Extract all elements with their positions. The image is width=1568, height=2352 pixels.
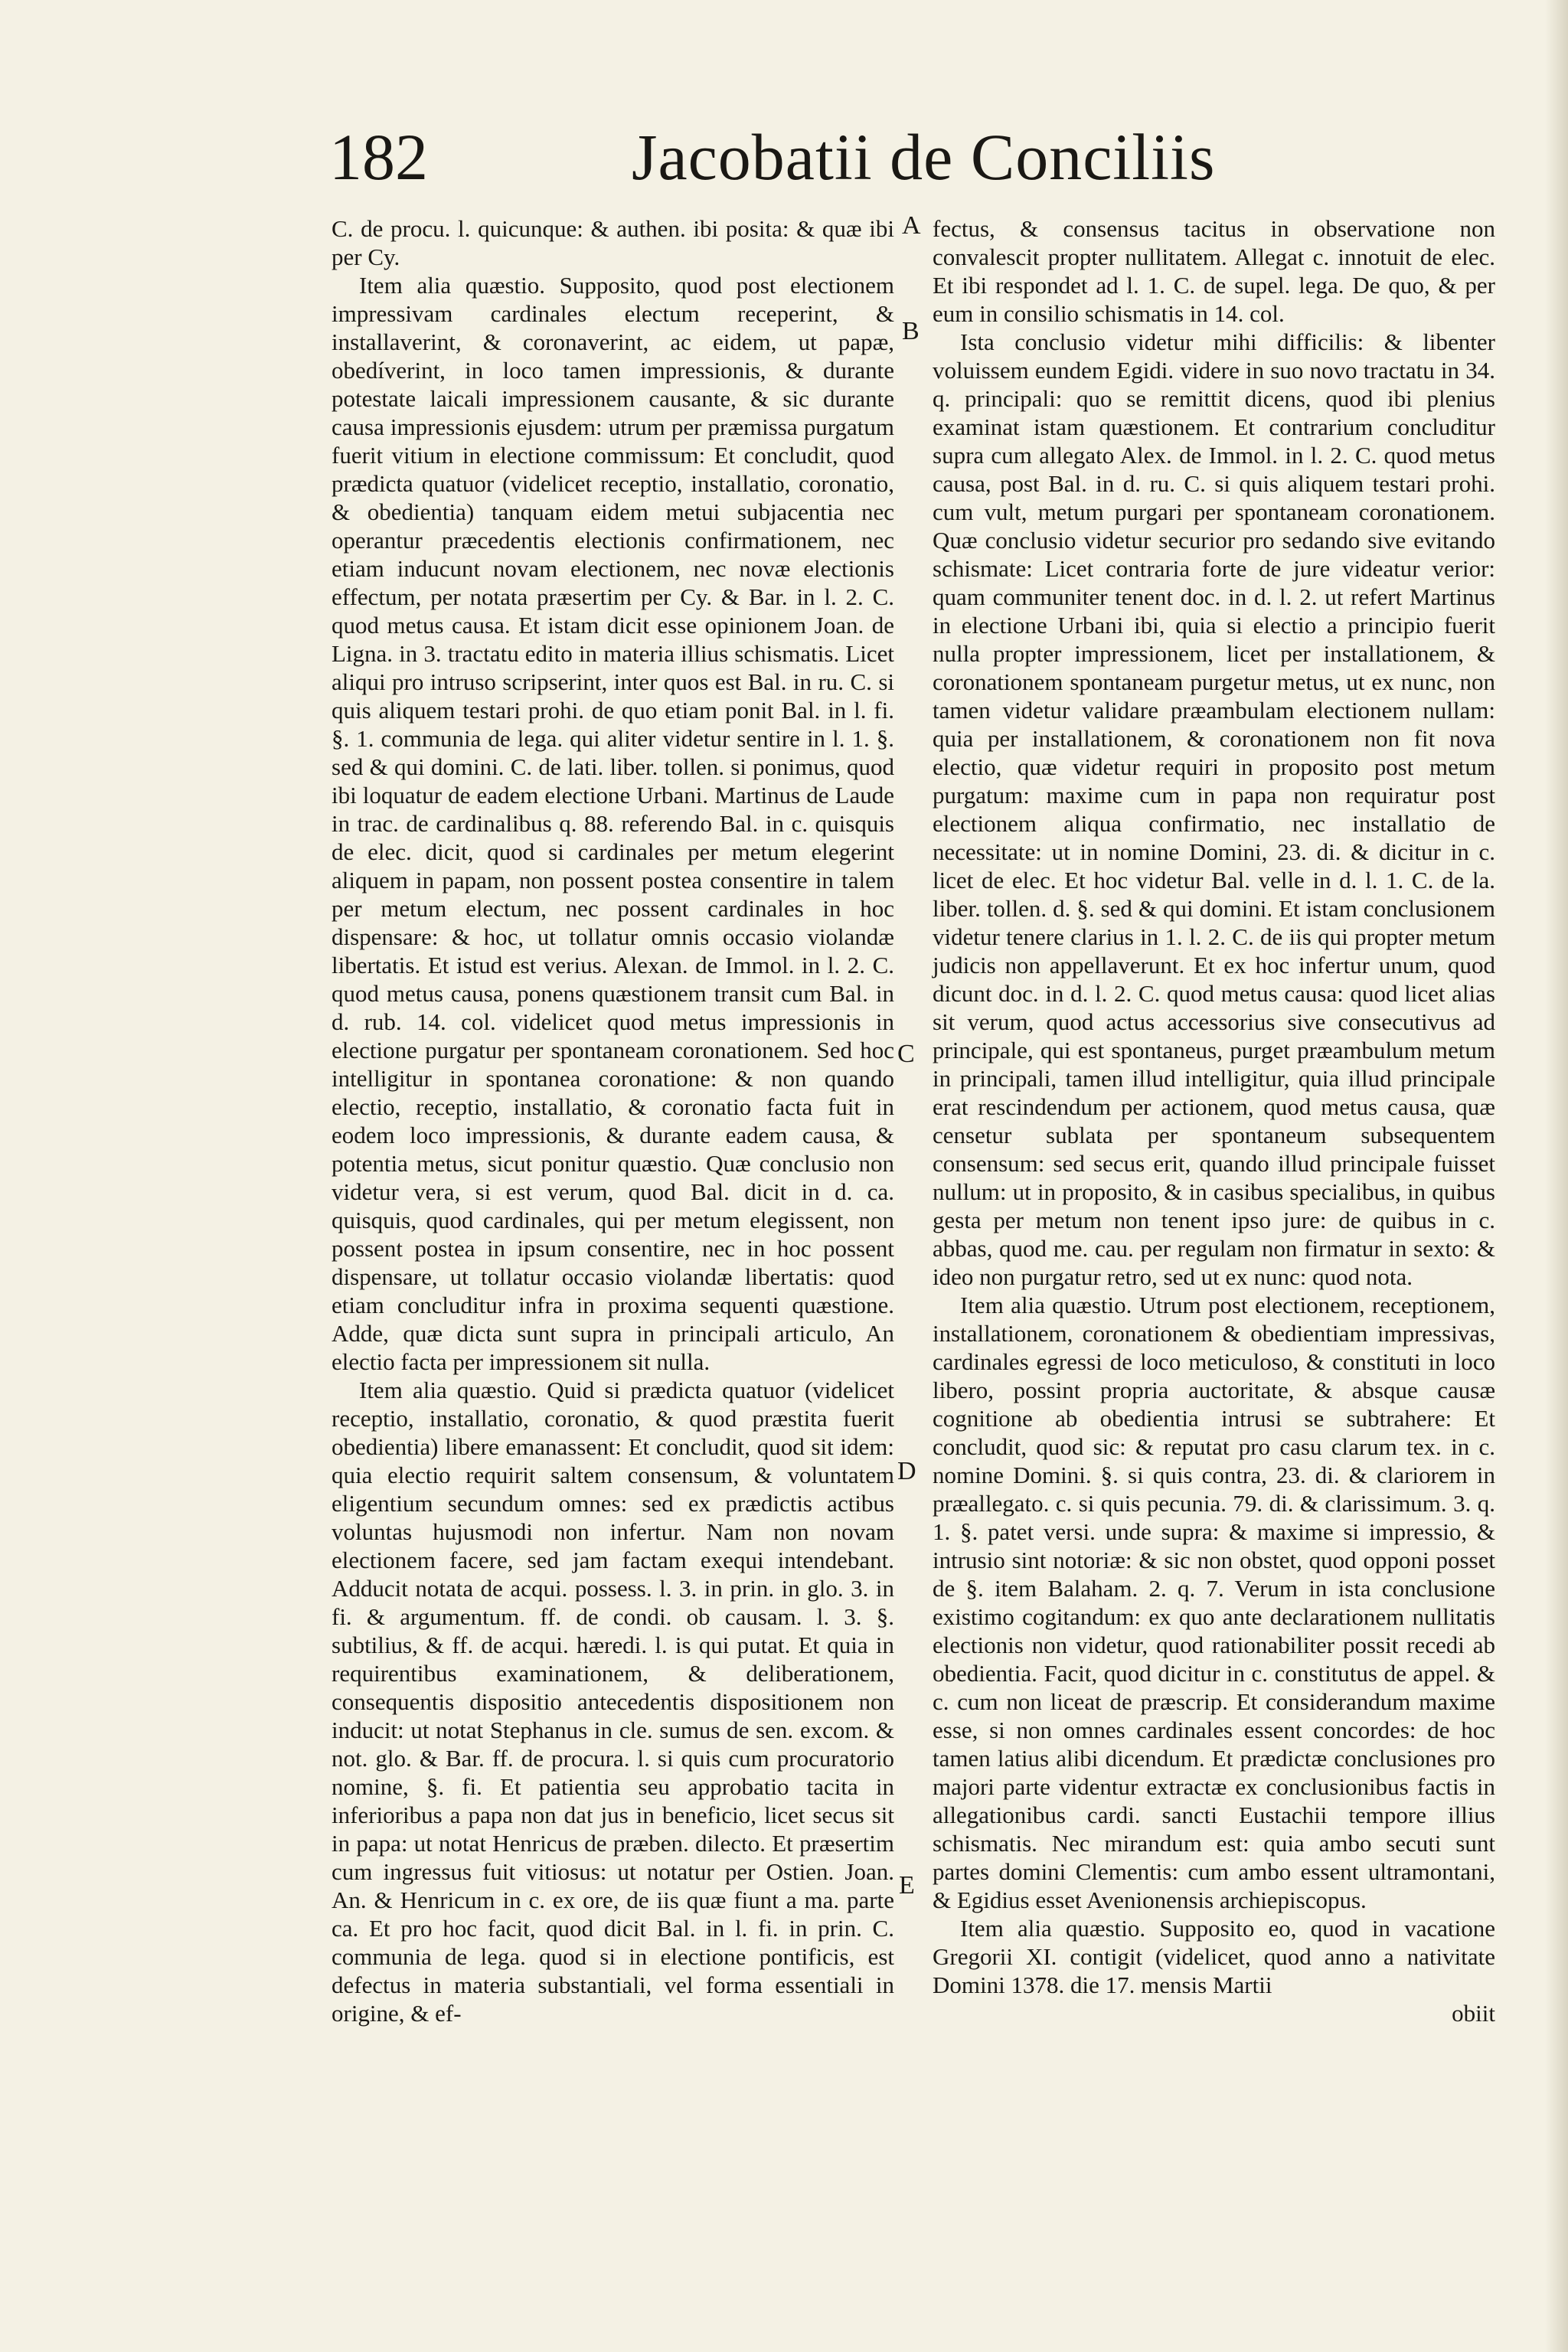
left-column [332, 214, 894, 2027]
paragraph: Item alia quæstio. Utrum post electionem, receptionem, installationem, coronationem & obedientiam impressivas, cardinales egressi de loco meticuloso, & constituti in loco libero, possint propria auctoritate, & absque causæ cognitione ab obedientia intrusi se subtrahere: Et concludit, quod sic: & reputat pro casu clarum tex. in c. nomine Domini. §. si quis contra, 23. di. & clariorem in præallegato. c. si quis pecunia. 79. di. & clarissimum. 3. q. 1. §. patet versi. unde supra: & maxime si impressio, & intrusio sint notoriæ: & sic non obstet, quod opponi posset de §. item Balaham. 2. q. 7. Verum in ista conclusione existimo cogitandum: ex quo ante declarationem nullitatis electionis non videtur, quod rationabiliter possit recedi ab obedientia. Facit, quod dicitur in c. constitutus de appel. & c. cum non liceat de præscrip. Et considerandum maxime esse, si non omnes cardinales essent concordes: de hoc tamen latius alibi dicendum. Et prædictæ conclusiones pro majori parte videntur extractæ ex conclusionibus factis in allegationibus cardi. sancti Eustachii tempore illius schismatis. Nec mirandum est: quia ambo secuti sunt partes domini Clementis: cum ambo essent ultramontani, & Egidius esset Avenionensis archiepiscopus. [933, 1292, 1495, 1913]
page-header [329, 115, 1462, 199]
margin-letter-d: D [897, 1457, 916, 1485]
page-number: 182 [329, 120, 428, 194]
margin-letter-b: B [902, 317, 920, 345]
margin-letter-a: A [902, 211, 921, 240]
right-column [933, 214, 1495, 2027]
paragraph: fectus, & consensus tacitus in observatione non convalescit propter nullitatem. Allegat c. innotuit de elec. Et ibi respondet ad l. 1. C. de supel. lega. De quo, & per eum in consilio schismatis in 14. col. [933, 215, 1495, 327]
paragraph: C. de procu. l. quicunque: & authen. ibi posita: & quæ ibi per Cy. [332, 215, 894, 270]
paragraph: Item alia quæstio. Supposito eo, quod in vacatione Gregorii XI. contigit (videlicet, quod anno a nativitate Domini 1378. die 17. mensis Martii [933, 1915, 1495, 1998]
paragraph: Item alia quæstio. Supposito, quod post electionem impressivam cardinales electum receperint, & installaverint, & coronaverint, ac eidem, ut papæ, obedíverint, in loco tamen impressionis, & durante potestate laicali impressionem causante, & sic durante causa impressionis ejusdem: utrum per præmissa purgatum fuerit vitium in electione commissum: Et concludit, quod prædicta quatuor (videlicet receptio, installatio, coronatio, & obedientia) tanquam eidem metui subjacentia nec operantur præcedentis electionis confirmationem, nec etiam inducunt novam electionem, nec novæ electionis effectum, per notata præsertim per Cy. & Bar. in l. 2. C. quod metus causa. Et istam dicit esse opinionem Joan. de Ligna. in 3. tractatu edito in materia illius schismatis. Licet aliqui pro intruso scripserint, inter quos est Bal. in ru. C. si quis aliquem testari prohi. de quo etiam ponit Bal. in l. fi. §. 1. communia de lega. qui aliter videtur sentire in l. 1. §. sed & qui domini. C. de lati. liber. tollen. si ponimus, quod ibi loquatur de eadem electione Urbani. Martinus de Laude in trac. de cardinalibus q. 88. referendo Bal. in c. quisquis de elec. dicit, quod si cardinales per metum elegerint aliquem in papam, non possent postea consentire in talem per metum electum, nec possent cardinales in hoc dispensare: & hoc, ut tollatur omnis occasio violandæ libertatis. Et istud est verius. Alexan. de Immol. in l. 2. C. quod metus causa, ponens quæstionem transit cum Bal. in d. rub. 14. col. videlicet quod metus impressionis in electione purgatur per spontaneam coronationem. Sed hoc intelligitur in spontanea coronatione: & non quando electio, receptio, installatio, & coronatio facta fuit in eodem loco impressionis, & durante eadem causa, & potentia metus, sicut ponitur quæstio. Quæ conclusio non videtur vera, si est verum, quod Bal. dicit in d. ca. quisquis, quod cardinales, qui per metum elegissent, non possent postea in ipsum consentire, nec in hoc possent dispensare, ut tollatur occasio violandæ libertatis: quod etiam concluditur infra in proxima sequenti quæstione. Adde, quæ dicta sunt supra in principali articulo, An electio facta per impressionem sit nulla. [332, 272, 894, 1375]
catchword: obiit [1452, 2000, 1495, 2027]
margin-letter-e: E [899, 1871, 915, 1900]
paragraph: Ista conclusio videtur mihi difficilis: & libenter voluissem eundem Egidi. videre in suo novo tractatu in 34. q. principali: quo se remittit dicens, quod ibi plenius examinat istam quæstionem. Et contrarium concluditur supra cum allegato Alex. de Immol. in l. 2. C. quod metus causa, post Bal. in d. ru. C. si quis aliquem testari prohi. cum vult, metum purgari per spontaneam coronationem. Quæ conclusio videtur securior pro sedando sive evitando schismate: Licet contraria forte de jure videatur verior: quam communiter tenent doc. in d. l. 2. ut refert Martinus in electione Urbani ibi, quia si electio a principio fuerit nulla propter impressionem, licet per installationem, & coronationem spontaneam purgetur metus, ut ex nunc, non tamen videtur validare præambulam electionem nullam: quia per installationem, & coronationem non fit nova electio, quæ videtur requiri in proposito post metum purgatum: maxime cum in papa non requiratur post electionem aliqua confirmatio, nec installatio de necessitate: ut in nomine Domini, 23. di. & dicitur in c. licet de elec. Et hoc videtur Bal. velle in d. l. 1. C. de la. liber. tollen. d. §. sed & qui domini. Et istam conclusionem videtur tenere clarius in 1. l. 2. C. de iis qui propter metum judicis non appellaverunt. Et ex hoc infertur unum, quod dicunt doc. in d. l. 2. C. quod metus causa: quod licet alias sit verum, quod actus accessorius sive consecutivus ad principale, qui est spontaneus, purget præambulum metum in principali, tamen illud intelligitur, quia illud principale erat rescindendum per actionem, quod metus causa, quæ censetur sublata per spontaneum subsequentem consensum: sed secus erit, quando illud principale fuisset nullum: ut in proposito, & in casibus specialibus, in quibus gesta per metum non tenent ipso jure: de quibus in c. abbas, quod me. cau. per regulam non firmatur in sexto: & ideo non purgatur retro, sed ut ex nunc: quod nota. [933, 328, 1495, 1290]
paragraph: Item alia quæstio. Quid si prædicta quatuor (videlicet receptio, installatio, coronatio, & quod præstita fuerit obedientia) libere emanassent: Et concludit, quod sit idem: quia electio requirit saltem consensum, & voluntatem eligentium secundum omnes: sed ex prædictis actibus voluntas hujusmodi non infertur. Nam non novam electionem facere, sed jam factam exequi intendebant. Adducit notata de acqui. possess. l. 3. in prin. in glo. 3. in fi. & argumentum. ff. de condi. ob causam. l. 3. §. subtilius, & ff. de acqui. hæredi. l. is qui putat. Et quia in requirentibus examinationem, & deliberationem, consequentis dispositio antecedentis dispositionem non inducit: ut notat Stephanus in cle. sumus de sen. excom. & not. glo. & Bar. ff. de procura. l. si quis cum procuratorio nomine, §. fi. Et patientia seu approbatio tacita in inferioribus a papa non dat jus in beneficio, licet secus sit in papa: ut notat Henricus de præben. dilecto. Et præsertim cum ingressus fuit vitiosus: ut notatur per Ostien. Joan. An. & Henricum in c. ex ore, de iis quæ fiunt a ma. parte ca. Et pro hoc facit, quod dicit Bal. in l. fi. in prin. C. communia de lega. quod si in electione pontificis, est defectus in materia substantiali, vel forma essentiali in origine, & ef- [332, 1377, 894, 2027]
margin-letter-c: C [897, 1040, 915, 1068]
page-edge-shadow [1545, 0, 1568, 2352]
running-title: Jacobatii de Conciliis [632, 120, 1216, 194]
